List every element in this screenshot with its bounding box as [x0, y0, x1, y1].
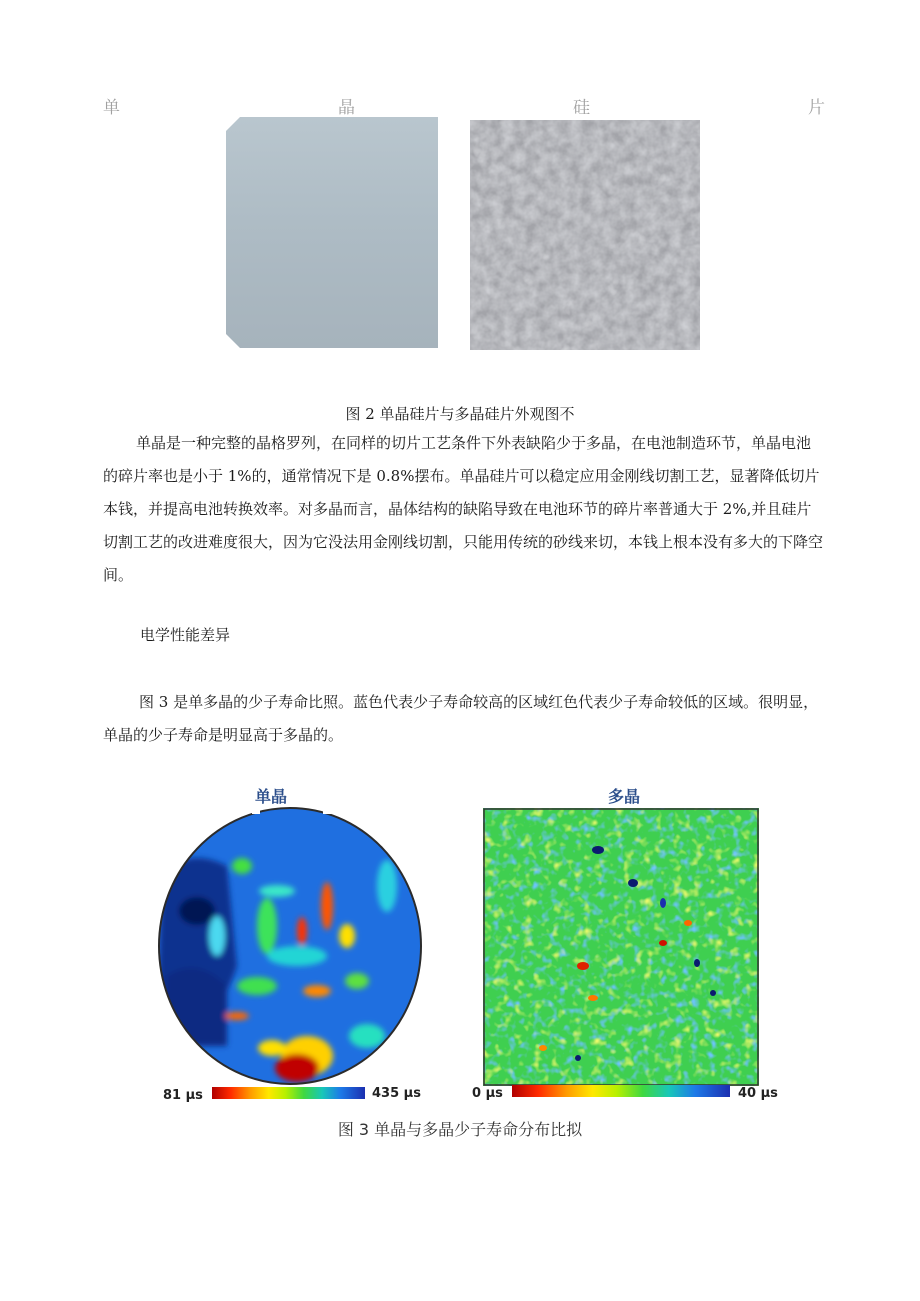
section-title: 电学性能差异 — [140, 626, 231, 644]
header-char: 硅 — [573, 97, 590, 118]
paragraph-lifetime-comparison: 图 3 是单多晶的少子寿命比照。蓝色代表少子寿命较高的区域红色代表少子寿命较低的区域。很明显，单晶的少子寿命是明显高于多晶的。 — [103, 693, 819, 744]
mono-map-title: 单晶 — [255, 787, 288, 806]
poly-lifetime-map — [483, 808, 759, 1086]
monocrystalline-wafer-image — [226, 117, 438, 348]
mono-scale-max: 435 μs — [372, 1086, 421, 1101]
poly-colorbar — [512, 1085, 730, 1097]
header-char: 晶 — [338, 97, 355, 118]
mono-colorbar — [212, 1087, 365, 1099]
figure-3-caption: 图 3 单晶与多晶少子寿命分布比拟 — [337, 1120, 583, 1139]
header-char: 片 — [808, 97, 825, 118]
poly-scale-min: 0 μs — [472, 1086, 503, 1101]
header-char: 单 — [103, 97, 120, 118]
spaced-header — [103, 93, 825, 117]
mono-lifetime-map — [157, 806, 423, 1086]
poly-scale-max: 40 μs — [738, 1086, 778, 1101]
polycrystalline-wafer-image — [470, 120, 700, 350]
poly-map-title: 多晶 — [608, 787, 641, 806]
mono-scale-min: 81 μs — [163, 1088, 203, 1103]
figure-2-caption: 图 2 单晶硅片与多晶硅片外观图不 — [345, 405, 575, 423]
paragraph-wafer-comparison: 单晶是一种完整的晶格罗列，在同样的切片工艺条件下外表缺陷少于多晶，在电池制造环节，单晶电池的碎片率也是小于 1%的，通常情况下是 0.8%摆布。单晶硅片可以稳定应用金刚线切割工艺，显著降低切片本钱，并提高电池转换效率。对多晶而言，晶体结构的缺陷导致在电池环节的碎片率普通大于 2%,并且硅片切割工艺的改进难度很大，因为它没法用金刚线切割，只能用传统的砂线来切，本钱上根本没有多大的下降空间。 — [103, 434, 824, 584]
